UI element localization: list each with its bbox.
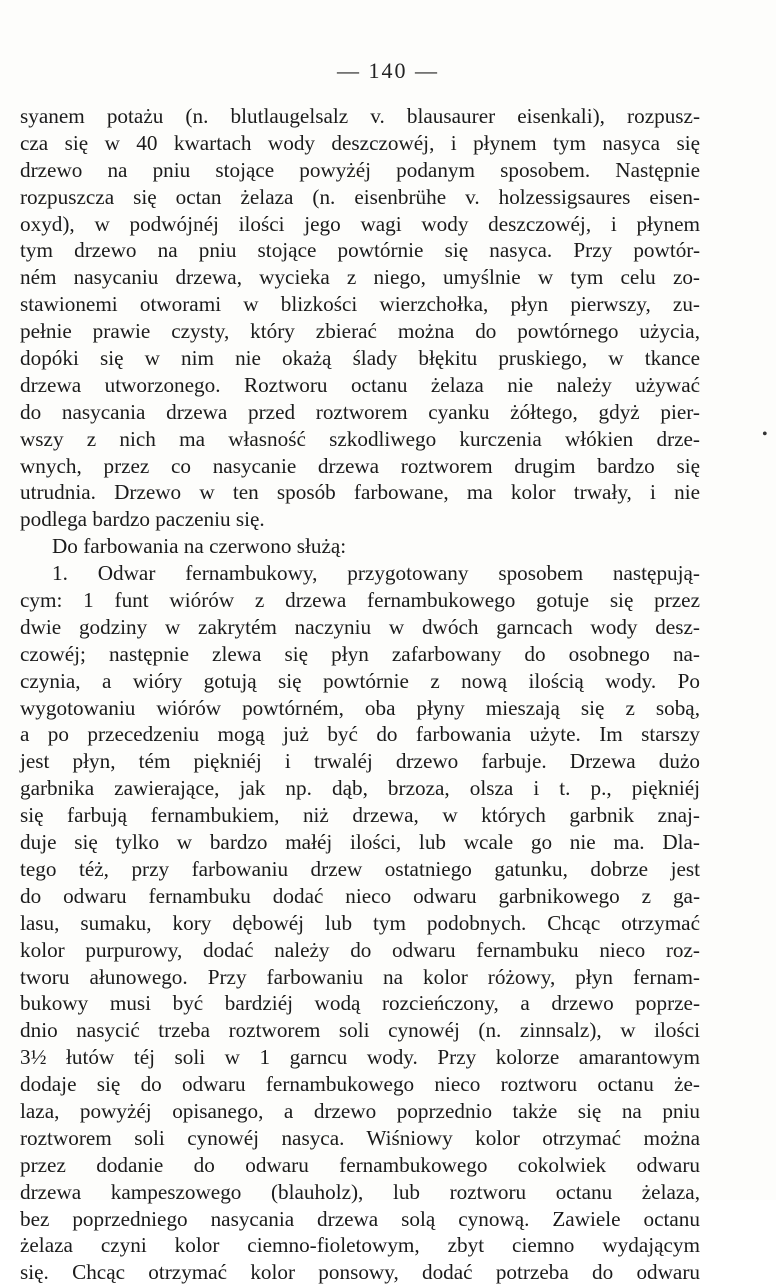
text-line: się farbują fernambukiem, niż drzewa, w których garbnik znaj- [20,803,700,828]
text-line: stawionemi otworami w blizkości wierzchołka, płyn pierwszy, zu- [20,292,700,317]
text-line: żelaza czyni kolor ciemno-fioletowym, zbyt ciemno wydającym [20,1233,700,1258]
text-line: jest płyn, tém piękniéj i trwaléj drzewo farbuje. Drzewa dużo [20,749,700,774]
text-line: do odwaru fernambuku dodać nieco odwaru garbnikowego z ga- [20,883,700,908]
text-line: podlega bardzo paczeniu się. [20,507,265,532]
text-line: dopóki się w nim nie okażą ślady błękitu pruskiego, w tkance [20,346,700,371]
text-line: a po przecedzeniu mogą już być do farbowania użyte. Im starszy [20,722,700,747]
text-line: lasu, sumaku, kory dębowéj lub tym podobnych. Chcąc otrzymać [20,910,700,935]
margin-dot-mark: • [762,426,768,443]
text-line: 1. Odwar fernambukowy, przygotowany sposobem następują- [52,561,700,586]
page-number: — 140 — [337,58,439,83]
body-text [20,103,700,1286]
text-line: bukowy musi być bardziéj wodą rozcieńczony, a drzewo poprze- [20,991,700,1016]
text-line: kolor purpurowy, dodać należy do odwaru fernambuku nieco roz- [20,937,700,962]
text-line: wygotowaniu wiórów powtórném, oba płyny mieszają się z sobą, [20,695,700,720]
text-line: drzewa kampeszowego (blauholz), lub roztworu octanu żelaza, [20,1179,700,1204]
text-line: tym drzewo na pniu stojące powtórnie się nasyca. Przy powtór- [20,238,700,263]
text-line: garbnika zawierające, jak np. dąb, brzoza, olsza i t. p., piękniéj [20,776,700,801]
text-line: czowéj; następnie zlewa się płyn zafarbowany do osobnego na- [20,641,700,666]
text-line: roztworem soli cynowéj nasyca. Wiśniowy kolor otrzymać można [20,1125,700,1150]
text-line: oxyd), w podwójnéj ilości jego wagi wody deszczowéj, i płynem [20,211,700,236]
text-line: utrudnia. Drzewo w ten sposób farbowane, ma kolor trwały, i nie [20,480,700,505]
text-line: rozpuszcza się octan żelaza (n. eisenbrühe v. holzessigsaures eisen- [20,184,700,209]
text-line: wszy z nich ma własność szkodliwego kurczenia włókien drze- [20,426,700,451]
text-line: drzewo na pniu stojące powyżéj podanym sposobem. Następnie [20,157,700,182]
text-line: laza, powyżéj opisanego, a drzewo poprzednio także się na pniu [20,1098,700,1123]
text-line: cza się w 40 kwartach wody deszczowéj, i płynem tym nasyca się [20,130,700,155]
text-line: dwie godziny w zakrytém naczyniu w dwóch garncach wody desz- [20,614,700,639]
text-line: bez poprzedniego nasycania drzewa solą cynową. Zawiele octanu [20,1206,700,1231]
text-line: 3½ łutów téj soli w 1 garncu wody. Przy kolorze amarantowym [20,1045,700,1070]
text-line: wnych, przez co nasycanie drzewa roztworem drugim bardzo się [20,453,700,478]
text-line: czynia, a wióry gotują się powtórnie z nową ilością wody. Po [20,668,700,693]
text-line: do nasycania drzewa przed roztworem cyanku żółtego, gdyż pier- [20,399,700,424]
paragraph-heading: Do farbowania na czerwono służą: [52,534,347,559]
text-line: pełnie prawie czysty, który zbierać można do powtórnego użycia, [20,319,700,344]
text-line: przez dodanie do odwaru fernambukowego cokolwiek odwaru [20,1152,700,1177]
text-line: dodaje się do odwaru fernambukowego nieco roztworu octanu że- [20,1072,700,1097]
text-line: ném nasycaniu drzewa, wycieka z niego, umyślnie w tym celu zo- [20,265,700,290]
text-line: dnio nasycić trzeba roztworem soli cynowéj (n. zinnsalz), w ilości [20,1018,700,1043]
text-line: tego téż, przy farbowaniu drzew ostatniego gatunku, dobrze jest [20,856,700,881]
text-line: się. Chcąc otrzymać kolor ponsowy, dodać potrzeba do odwaru [20,1260,700,1285]
text-line: syanem potażu (n. blutlaugelsalz v. blausaurer eisenkali), rozpusz- [20,104,700,128]
text-line: tworu ałunowego. Przy farbowaniu na kolor różowy, płyn fernam- [20,964,700,989]
text-line: drzewa utworzonego. Roztworu octanu żelaza nie należy używać [20,372,700,397]
text-line: duje się tylko w bardzo małéj ilości, lub wcale go nie ma. Dla- [20,830,700,855]
text-line: cym: 1 funt wiórów z drzewa fernambukowego gotuje się przez [20,588,700,613]
